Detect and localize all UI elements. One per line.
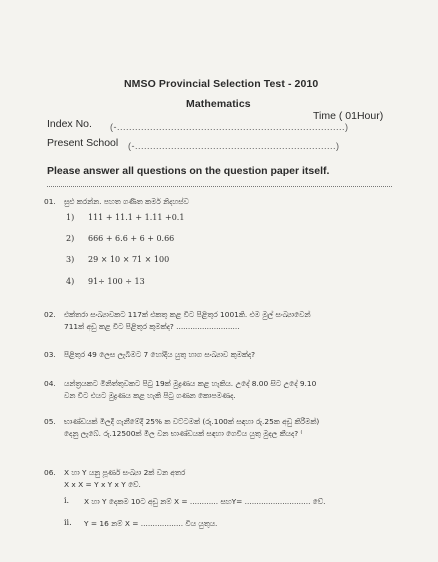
q01-item-1-num: 1)	[66, 213, 75, 222]
q01-item-2-expr: 666 + 6.6 + 6 + 0.66	[88, 234, 175, 243]
q02-number: 02.	[44, 310, 56, 319]
instruction-divider	[47, 186, 392, 187]
q04-line-2: වන විට එයට මුද්‍රණය කළ හැකි පිටු ගණන කොපමණද.	[64, 391, 236, 400]
q06-line-1: X හා Y යනු පූර්ණ සංඛ්‍යා 2ක් වන අතර	[64, 468, 186, 477]
index-no-blank[interactable]: (-............................................................................)	[110, 122, 349, 132]
q01-item-3-expr: 29 × 10 × 71 × 100	[88, 255, 170, 264]
q01-item-1-expr: 111 + 11.1 + 1.11 +0.1	[88, 213, 185, 222]
q01-item-4-expr: 91÷ 100 ÷ 13	[88, 277, 145, 286]
index-no-label: Index No.	[47, 118, 92, 130]
q02-line-1: එක්තරා සංඛ්‍යාවකට 117ක් එකතු කළ විට පිළිතුර 1001කි. එම මුල් සංඛ්‍යාවෙන්	[64, 310, 311, 319]
q06-number: 06.	[44, 468, 56, 477]
q01-item-2-num: 2)	[66, 234, 75, 243]
instruction-text: Please answer all questions on the question paper itself.	[47, 165, 330, 177]
q01-text: සුළු කරන්න. පහත ගණිත කර්ම නිදහස්ව	[64, 197, 189, 206]
q06-sub-i-num: i.	[64, 496, 70, 505]
q04-number: 04.	[44, 379, 56, 388]
q01-item-4-num: 4)	[66, 277, 75, 286]
q02-line-2: 711ක් අඩු කළ විට පිළිතුර කුමක්ද? ...........................	[64, 322, 240, 331]
exam-title: NMSO Provincial Selection Test - 2010	[124, 78, 319, 90]
time-label: Time ( 01Hour)	[313, 110, 384, 122]
q01-number: 01.	[44, 197, 56, 206]
q05-number: 05.	[44, 417, 56, 426]
q01-item-3-num: 3)	[66, 255, 75, 264]
q03-text: පිළිතුර 49 ලෙස ලැබීමට 7 හෝදිය යුතු හාග සංඛ්‍යාව කුමක්ද?	[64, 350, 256, 359]
q06-sub-i: X හා Y දෙකම 10ට අඩු නම් X = ............ සහY= ............................ වේ.	[84, 497, 326, 506]
q06-sub-ii-num: ii.	[64, 518, 72, 527]
q03-number: 03.	[44, 350, 56, 359]
present-school-blank[interactable]: (-...................................................................)	[128, 141, 340, 151]
present-school-label: Present School	[47, 137, 119, 149]
q06-line-2: X x X = Y x Y x Y වේ.	[64, 480, 141, 489]
subject-title: Mathematics	[186, 98, 251, 110]
q05-line-1: භාණ්ඩයක් මිලදී ගැනීමේදී 25% ක වට්ටමක් (රු.100ක් සඳහා රු.25ක අඩු කිරීමක්)	[64, 417, 320, 426]
q06-sub-ii: Y = 16 නම් X = .................. විය යුතුය.	[84, 519, 218, 528]
q05-line-2: දෙනු ලැබේ. රු.12500ක් මිල වන භාණ්ඩයක් සඳහා ගෙවිය යුතු මුදල කීයද? ⁽	[64, 429, 303, 438]
q04-line-1: යන්ත්‍රයකට මිනිත්තුවකට පිටු 19ක් මුද්‍රණය කළ හැකිය. උදේ 8.00 සිට උදේ 9.10	[64, 379, 317, 388]
